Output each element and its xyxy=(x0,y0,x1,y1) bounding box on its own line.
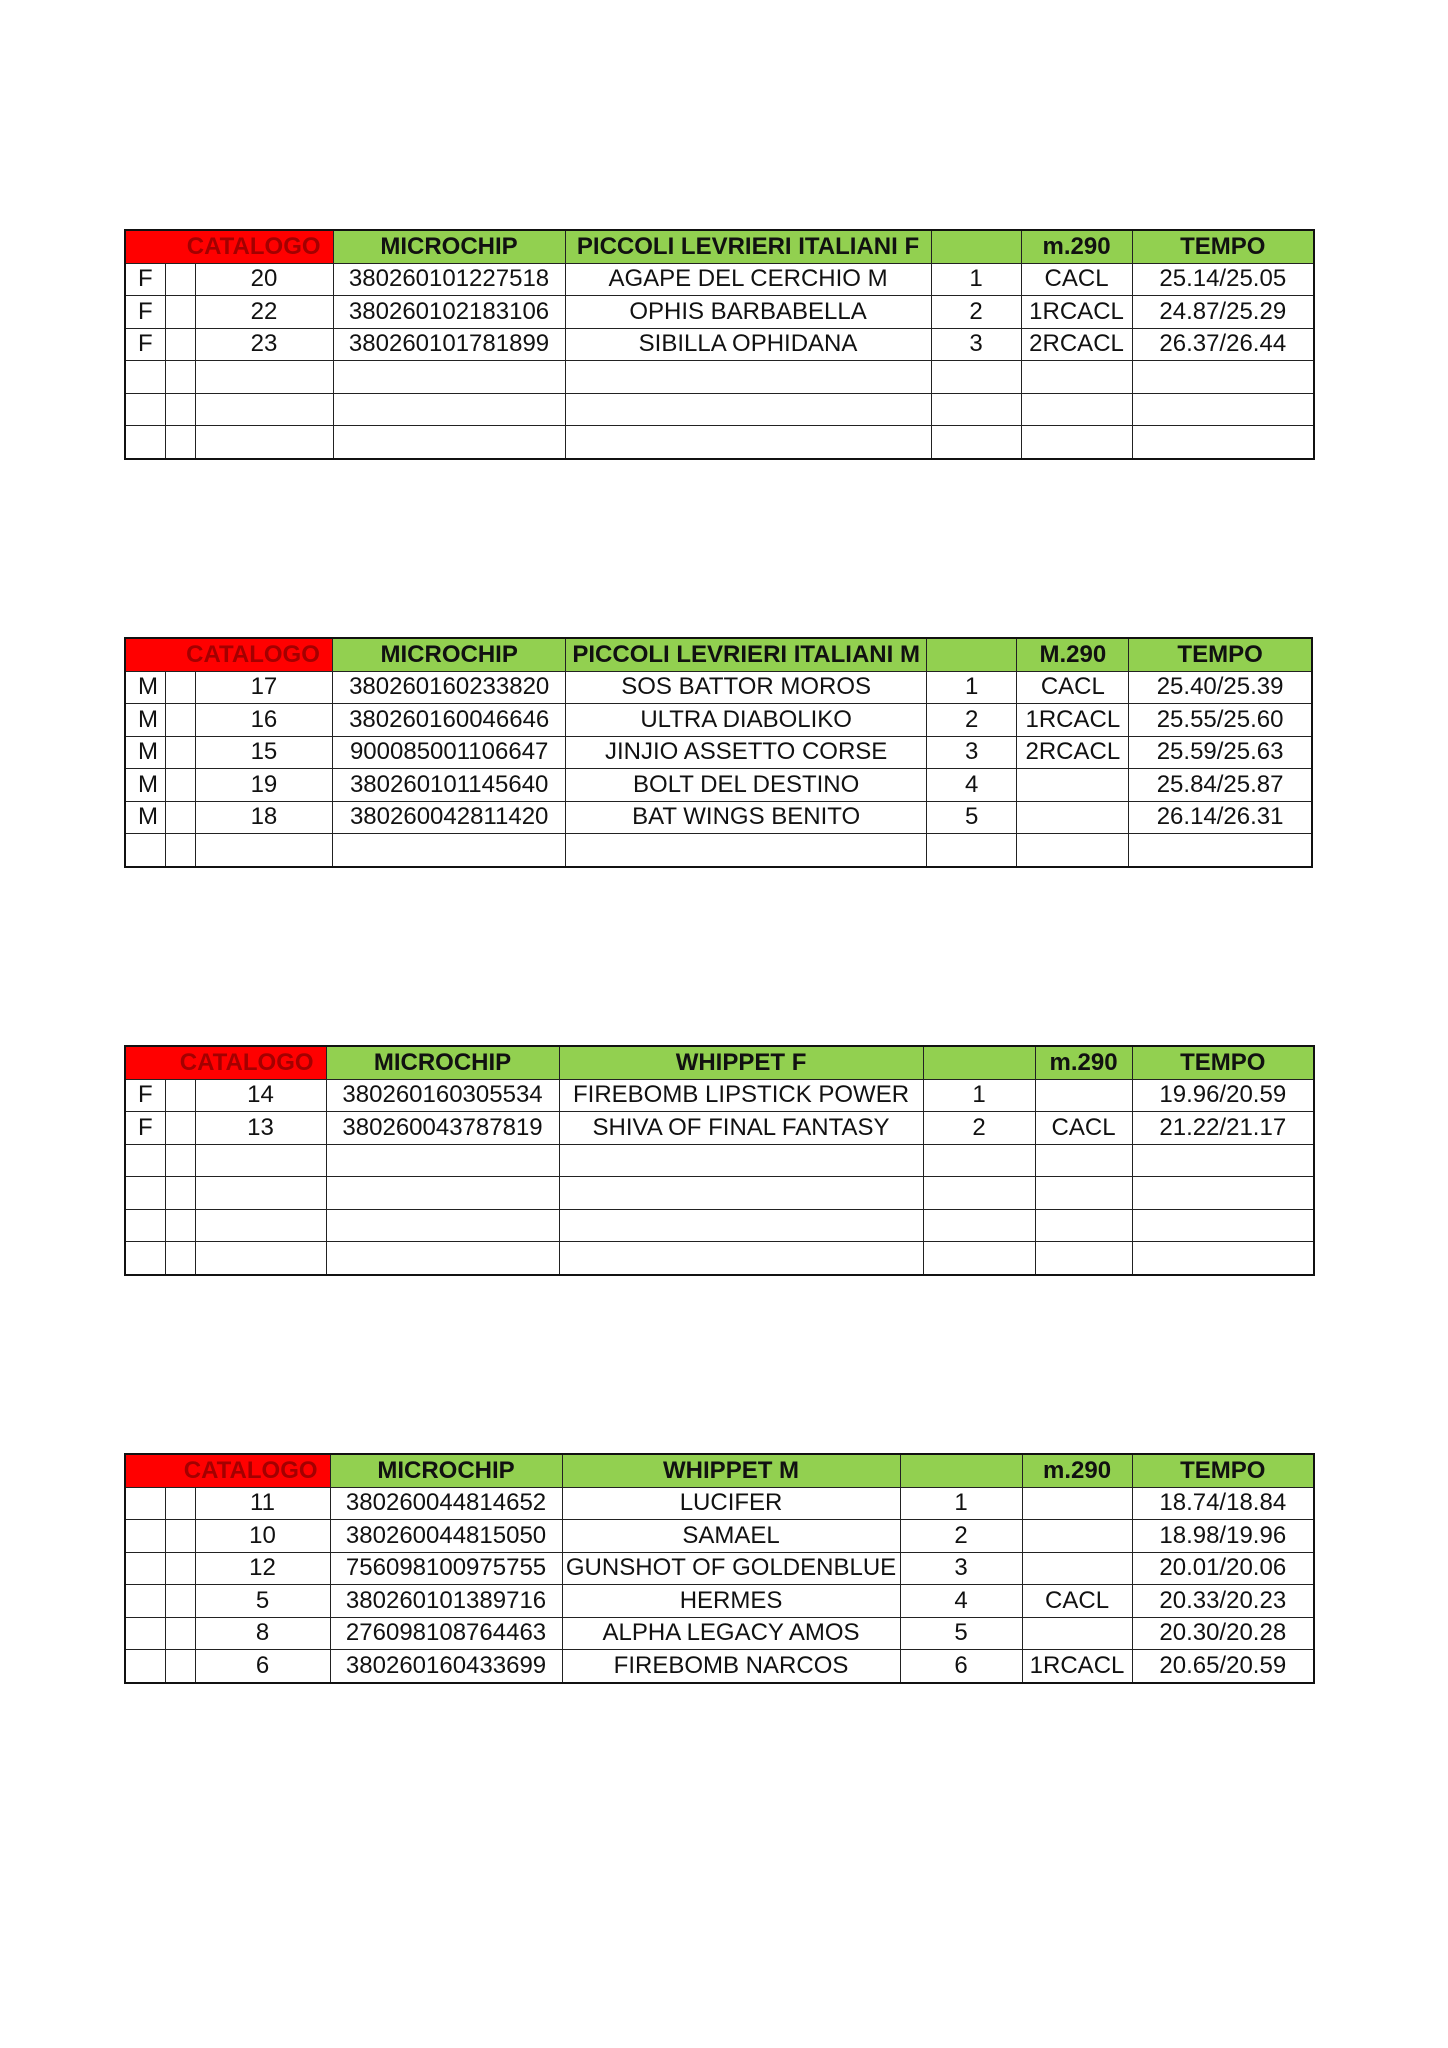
dog-name-cell: GUNSHOT OF GOLDENBLUE xyxy=(562,1552,900,1585)
award-cell xyxy=(1021,393,1132,426)
sex-cell: F xyxy=(125,296,165,329)
time-header: TEMPO xyxy=(1132,1046,1314,1079)
dog-name-cell: JINJIO ASSETTO CORSE xyxy=(566,736,926,769)
table-row xyxy=(125,1617,1314,1650)
sex-cell xyxy=(125,361,165,394)
rank-cell: 2 xyxy=(926,704,1017,737)
award-cell xyxy=(1022,1520,1132,1553)
distance-header: M.290 xyxy=(1017,638,1129,671)
table-header-row xyxy=(125,1046,1314,1079)
dog-name-cell: HERMES xyxy=(562,1585,900,1618)
rank-cell: 3 xyxy=(926,736,1017,769)
catalogo-cell xyxy=(195,834,332,867)
rank-cell xyxy=(931,393,1021,426)
award-cell xyxy=(1022,1552,1132,1585)
rank-cell: 2 xyxy=(900,1520,1022,1553)
sex-cell xyxy=(125,1520,165,1553)
catalogo-cell: 12 xyxy=(195,1552,330,1585)
catalogo-cell: 20 xyxy=(195,263,333,296)
award-cell xyxy=(1035,1177,1132,1210)
dog-name-cell xyxy=(559,1242,923,1275)
time-header: TEMPO xyxy=(1129,638,1312,671)
microchip-cell: 276098108764463 xyxy=(330,1617,562,1650)
rank-cell xyxy=(931,361,1021,394)
sex-cell xyxy=(125,1617,165,1650)
dog-name-cell: ALPHA LEGACY AMOS xyxy=(562,1617,900,1650)
dog-name-cell: SAMAEL xyxy=(562,1520,900,1553)
category-header: WHIPPET F xyxy=(559,1046,923,1079)
table-row xyxy=(125,1650,1314,1683)
time-cell: 20.33/20.23 xyxy=(1132,1585,1314,1618)
time-cell: 20.30/20.28 xyxy=(1132,1617,1314,1650)
sex-cell xyxy=(125,1144,165,1177)
dog-name-cell xyxy=(566,834,926,867)
microchip-header: MICROCHIP xyxy=(332,638,566,671)
mark-cell xyxy=(165,1487,195,1520)
table-header-row xyxy=(125,1454,1314,1487)
award-cell xyxy=(1017,834,1129,867)
award-cell xyxy=(1022,1487,1132,1520)
table-row xyxy=(125,1144,1314,1177)
sex-cell xyxy=(125,1650,165,1683)
mark-cell xyxy=(165,1520,195,1553)
microchip-cell: 380260160433699 xyxy=(330,1650,562,1683)
mark-cell xyxy=(165,426,195,459)
dog-name-cell xyxy=(565,361,931,394)
mark-cell xyxy=(165,801,195,834)
distance-header: m.290 xyxy=(1035,1046,1132,1079)
rank-cell xyxy=(923,1242,1035,1275)
microchip-cell: 756098100975755 xyxy=(330,1552,562,1585)
microchip-cell xyxy=(326,1242,559,1275)
catalogo-cell: 13 xyxy=(195,1112,326,1145)
microchip-cell xyxy=(332,834,566,867)
microchip-cell: 380260102183106 xyxy=(333,296,565,329)
catalogo-cell: 14 xyxy=(195,1079,326,1112)
mark-cell xyxy=(165,263,195,296)
sex-cell: F xyxy=(125,1112,165,1145)
mark-cell xyxy=(165,1552,195,1585)
dog-name-cell xyxy=(565,426,931,459)
dog-name-cell: SHIVA OF FINAL FANTASY xyxy=(559,1112,923,1145)
microchip-cell: 380260160233820 xyxy=(332,671,566,704)
sex-cell xyxy=(125,1552,165,1585)
results-table-whippet-f xyxy=(124,1045,1315,1276)
time-cell: 18.98/19.96 xyxy=(1132,1520,1314,1553)
time-cell: 25.84/25.87 xyxy=(1129,769,1312,802)
time-cell: 20.65/20.59 xyxy=(1132,1650,1314,1683)
catalogo-header: CATALOGO xyxy=(125,1454,330,1487)
mark-cell xyxy=(165,393,195,426)
dog-name-cell: OPHIS BARBABELLA xyxy=(565,296,931,329)
table-row xyxy=(125,834,1312,867)
microchip-cell xyxy=(333,361,565,394)
award-cell: 2RCACL xyxy=(1017,736,1129,769)
distance-header: m.290 xyxy=(1022,1454,1132,1487)
sex-cell xyxy=(125,1209,165,1242)
award-cell: CACL xyxy=(1021,263,1132,296)
time-cell xyxy=(1129,834,1312,867)
dog-name-cell: FIREBOMB NARCOS xyxy=(562,1650,900,1683)
time-cell: 24.87/25.29 xyxy=(1132,296,1314,329)
mark-cell xyxy=(165,296,195,329)
mark-cell xyxy=(165,1144,195,1177)
catalogo-cell: 23 xyxy=(195,328,333,361)
award-cell: CACL xyxy=(1022,1585,1132,1618)
dog-name-cell xyxy=(559,1144,923,1177)
award-cell: 2RCACL xyxy=(1021,328,1132,361)
award-cell: 1RCACL xyxy=(1022,1650,1132,1683)
category-header: WHIPPET M xyxy=(562,1454,900,1487)
sex-cell xyxy=(125,1487,165,1520)
award-cell: 1RCACL xyxy=(1021,296,1132,329)
catalogo-cell xyxy=(195,1209,326,1242)
award-cell xyxy=(1035,1209,1132,1242)
sex-cell xyxy=(125,426,165,459)
microchip-cell: 380260160046646 xyxy=(332,704,566,737)
rank-header xyxy=(931,230,1021,263)
catalogo-cell xyxy=(195,426,333,459)
sex-cell xyxy=(125,393,165,426)
rank-cell: 3 xyxy=(931,328,1021,361)
rank-cell: 1 xyxy=(931,263,1021,296)
mark-cell xyxy=(165,1079,195,1112)
sex-cell xyxy=(125,1242,165,1275)
time-cell: 18.74/18.84 xyxy=(1132,1487,1314,1520)
award-cell xyxy=(1035,1242,1132,1275)
dog-name-cell: SIBILLA OPHIDANA xyxy=(565,328,931,361)
rank-header xyxy=(900,1454,1022,1487)
time-cell xyxy=(1132,1177,1314,1210)
mark-cell xyxy=(165,704,195,737)
dog-name-cell: AGAPE DEL CERCHIO M xyxy=(565,263,931,296)
table-row xyxy=(125,704,1312,737)
dog-name-cell xyxy=(559,1177,923,1210)
award-cell: CACL xyxy=(1017,671,1129,704)
mark-cell xyxy=(165,1112,195,1145)
sex-cell: F xyxy=(125,263,165,296)
dog-name-cell: BAT WINGS BENITO xyxy=(566,801,926,834)
sex-cell xyxy=(125,1585,165,1618)
dog-name-cell: BOLT DEL DESTINO xyxy=(566,769,926,802)
catalogo-cell: 6 xyxy=(195,1650,330,1683)
results-table-plif xyxy=(124,229,1315,460)
table-row xyxy=(125,426,1314,459)
rank-cell: 4 xyxy=(900,1585,1022,1618)
rank-cell: 4 xyxy=(926,769,1017,802)
mark-cell xyxy=(165,1242,195,1275)
dog-name-cell: LUCIFER xyxy=(562,1487,900,1520)
sex-cell xyxy=(125,834,165,867)
table-row xyxy=(125,328,1314,361)
time-cell: 25.40/25.39 xyxy=(1129,671,1312,704)
rank-cell: 2 xyxy=(931,296,1021,329)
microchip-cell: 380260044814652 xyxy=(330,1487,562,1520)
time-cell xyxy=(1132,361,1314,394)
mark-cell xyxy=(165,769,195,802)
table-row xyxy=(125,1209,1314,1242)
catalogo-cell: 10 xyxy=(195,1520,330,1553)
distance-header: m.290 xyxy=(1021,230,1132,263)
microchip-cell xyxy=(326,1144,559,1177)
dog-name-cell: ULTRA DIABOLIKO xyxy=(566,704,926,737)
mark-cell xyxy=(165,1617,195,1650)
award-cell: 1RCACL xyxy=(1017,704,1129,737)
mark-cell xyxy=(165,834,195,867)
time-cell xyxy=(1132,1209,1314,1242)
time-cell xyxy=(1132,1144,1314,1177)
award-cell xyxy=(1035,1144,1132,1177)
catalogo-cell: 8 xyxy=(195,1617,330,1650)
catalogo-cell: 22 xyxy=(195,296,333,329)
mark-cell xyxy=(165,1209,195,1242)
rank-cell: 2 xyxy=(923,1112,1035,1145)
table-row xyxy=(125,361,1314,394)
catalogo-cell: 11 xyxy=(195,1487,330,1520)
microchip-cell: 380260042811420 xyxy=(332,801,566,834)
catalogo-cell: 16 xyxy=(195,704,332,737)
category-header: PICCOLI LEVRIERI ITALIANI F xyxy=(565,230,931,263)
table-row xyxy=(125,1242,1314,1275)
dog-name-cell: SOS BATTOR MOROS xyxy=(566,671,926,704)
sex-cell: M xyxy=(125,769,165,802)
time-cell: 25.14/25.05 xyxy=(1132,263,1314,296)
sex-cell: F xyxy=(125,1079,165,1112)
rank-cell: 1 xyxy=(900,1487,1022,1520)
mark-cell xyxy=(165,1650,195,1683)
time-cell: 26.14/26.31 xyxy=(1129,801,1312,834)
award-cell xyxy=(1022,1617,1132,1650)
award-cell xyxy=(1021,361,1132,394)
table-row xyxy=(125,263,1314,296)
rank-header xyxy=(926,638,1017,671)
sex-cell: M xyxy=(125,671,165,704)
award-cell xyxy=(1021,426,1132,459)
catalogo-header: CATALOGO xyxy=(125,1046,326,1079)
table-header-row xyxy=(125,230,1314,263)
sex-cell xyxy=(125,1177,165,1210)
dog-name-cell xyxy=(565,393,931,426)
time-cell: 26.37/26.44 xyxy=(1132,328,1314,361)
catalogo-cell xyxy=(195,393,333,426)
microchip-cell xyxy=(333,393,565,426)
time-header: TEMPO xyxy=(1132,230,1314,263)
dog-name-cell: FIREBOMB LIPSTICK POWER xyxy=(559,1079,923,1112)
mark-cell xyxy=(165,736,195,769)
microchip-header: MICROCHIP xyxy=(326,1046,559,1079)
microchip-cell: 380260044815050 xyxy=(330,1520,562,1553)
catalogo-cell: 15 xyxy=(195,736,332,769)
rank-cell: 5 xyxy=(900,1617,1022,1650)
table-row xyxy=(125,1079,1314,1112)
rank-cell: 3 xyxy=(900,1552,1022,1585)
table-row xyxy=(125,1487,1314,1520)
table-row xyxy=(125,769,1312,802)
microchip-header: MICROCHIP xyxy=(330,1454,562,1487)
catalogo-cell xyxy=(195,1242,326,1275)
rank-cell xyxy=(923,1209,1035,1242)
rank-cell: 6 xyxy=(900,1650,1022,1683)
table-row xyxy=(125,296,1314,329)
mark-cell xyxy=(165,361,195,394)
catalogo-header: CATALOGO xyxy=(125,638,332,671)
microchip-cell xyxy=(333,426,565,459)
microchip-cell: 380260101145640 xyxy=(332,769,566,802)
mark-cell xyxy=(165,328,195,361)
microchip-header: MICROCHIP xyxy=(333,230,565,263)
microchip-cell: 380260043787819 xyxy=(326,1112,559,1145)
rank-cell xyxy=(923,1177,1035,1210)
catalogo-cell xyxy=(195,361,333,394)
table-row xyxy=(125,1112,1314,1145)
table-row xyxy=(125,1520,1314,1553)
catalogo-cell: 5 xyxy=(195,1585,330,1618)
rank-cell xyxy=(926,834,1017,867)
microchip-cell: 380260101227518 xyxy=(333,263,565,296)
catalogo-cell: 18 xyxy=(195,801,332,834)
table-row xyxy=(125,1177,1314,1210)
table-row xyxy=(125,1552,1314,1585)
rank-header xyxy=(923,1046,1035,1079)
sex-cell: M xyxy=(125,704,165,737)
category-header: PICCOLI LEVRIERI ITALIANI M xyxy=(566,638,926,671)
time-cell: 19.96/20.59 xyxy=(1132,1079,1314,1112)
results-table-whippet-m xyxy=(124,1453,1315,1684)
microchip-cell: 380260101781899 xyxy=(333,328,565,361)
award-cell xyxy=(1017,769,1129,802)
mark-cell xyxy=(165,1177,195,1210)
award-cell xyxy=(1035,1079,1132,1112)
catalogo-cell: 19 xyxy=(195,769,332,802)
time-cell xyxy=(1132,426,1314,459)
sex-cell: F xyxy=(125,328,165,361)
catalogo-cell xyxy=(195,1177,326,1210)
time-cell: 25.59/25.63 xyxy=(1129,736,1312,769)
time-cell xyxy=(1132,1242,1314,1275)
mark-cell xyxy=(165,671,195,704)
catalogo-header: CATALOGO xyxy=(125,230,333,263)
table-row xyxy=(125,736,1312,769)
rank-cell: 1 xyxy=(926,671,1017,704)
award-cell xyxy=(1017,801,1129,834)
rank-cell: 1 xyxy=(923,1079,1035,1112)
rank-cell: 5 xyxy=(926,801,1017,834)
time-header: TEMPO xyxy=(1132,1454,1314,1487)
table-header-row xyxy=(125,638,1312,671)
time-cell xyxy=(1132,393,1314,426)
dog-name-cell xyxy=(559,1209,923,1242)
table-row xyxy=(125,1585,1314,1618)
results-table-plim xyxy=(124,637,1313,868)
catalogo-cell: 17 xyxy=(195,671,332,704)
table-row xyxy=(125,801,1312,834)
rank-cell xyxy=(923,1144,1035,1177)
catalogo-cell xyxy=(195,1144,326,1177)
time-cell: 21.22/21.17 xyxy=(1132,1112,1314,1145)
time-cell: 25.55/25.60 xyxy=(1129,704,1312,737)
table-row xyxy=(125,671,1312,704)
sex-cell: M xyxy=(125,801,165,834)
microchip-cell xyxy=(326,1177,559,1210)
sex-cell: M xyxy=(125,736,165,769)
mark-cell xyxy=(165,1585,195,1618)
rank-cell xyxy=(931,426,1021,459)
microchip-cell xyxy=(326,1209,559,1242)
table-row xyxy=(125,393,1314,426)
microchip-cell: 900085001106647 xyxy=(332,736,566,769)
microchip-cell: 380260101389716 xyxy=(330,1585,562,1618)
award-cell: CACL xyxy=(1035,1112,1132,1145)
microchip-cell: 380260160305534 xyxy=(326,1079,559,1112)
time-cell: 20.01/20.06 xyxy=(1132,1552,1314,1585)
